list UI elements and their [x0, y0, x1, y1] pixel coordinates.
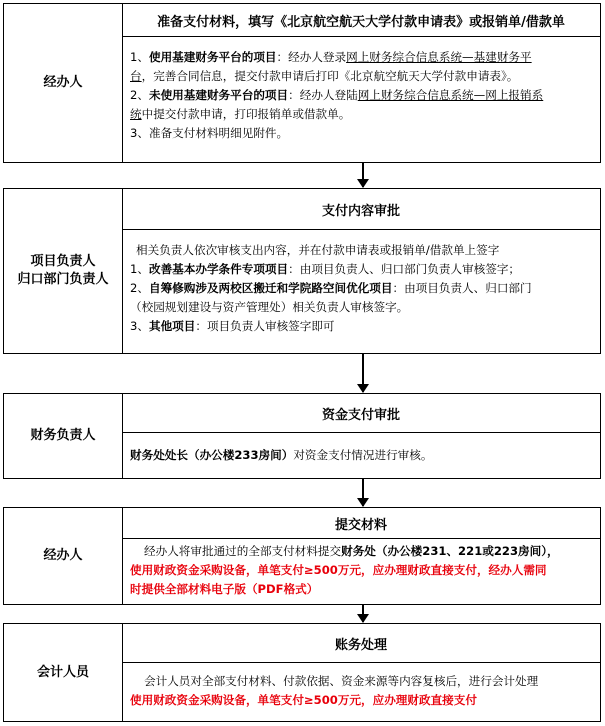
- step-fund-approval: [3, 393, 601, 479]
- step-title: 提交材料: [122, 508, 600, 539]
- role-handler: 经办人: [4, 4, 123, 162]
- step-body: [122, 48, 600, 162]
- flow-arrow: [362, 354, 364, 392]
- step-title: 资金支付审批: [122, 394, 600, 433]
- body-line: 3、准备支付材料明细见附件。: [130, 126, 289, 140]
- body-line: 2、自筹修购涉及两校区搬迁和学院路空间优化项目：由项目负责人、归口部门: [130, 281, 532, 295]
- step-body: [122, 241, 600, 353]
- step-accounting: [3, 623, 601, 722]
- body-line: 2、未使用基建财务平台的项目：经办人登陆网上财务综合信息系统—网上报销系: [130, 88, 544, 102]
- role-project-leaders: 项目负责人 归口部门负责人: [4, 189, 123, 353]
- body-line: 1、改善基本办学条件专项项目：由项目负责人、归口部门负责人审核签字；: [130, 262, 521, 276]
- step-prepare-materials: [3, 3, 601, 163]
- body-line: 统中提交付款申请，打印报销单或借款单。: [130, 107, 351, 121]
- step-submit-materials: [3, 507, 601, 605]
- body-line: （校园规划建设与资产管理处）相关负责人审核签字。: [130, 300, 409, 314]
- step-body: [122, 432, 600, 478]
- step-title: 支付内容审批: [122, 189, 600, 230]
- role-accountant: 会计人员: [4, 624, 123, 721]
- body-line: 台，完善合同信息，提交付款申请后打印《北京航空航天大学付款申请表》。: [130, 69, 519, 83]
- warning-line: 使用财政资金采购设备，单笔支付≥500万元，应办理财政直接支付，经办人需同: [130, 563, 547, 577]
- step-title: 准备支付材料，填写《北京航空航天大学付款申请表》或报销单/借款单: [122, 4, 600, 37]
- flow-arrow: [362, 605, 364, 622]
- step-body: [122, 542, 600, 604]
- system-link[interactable]: 网上财务综合信息系统—基建财务平: [346, 50, 532, 64]
- step-body: [122, 672, 600, 721]
- body-line: 相关负责人依次审核支出内容，并在付款申请表或报销单/借款单上签字: [136, 243, 500, 257]
- flow-arrow: [362, 479, 364, 506]
- flow-arrow: [362, 163, 364, 187]
- role-handler: 经办人: [4, 508, 123, 604]
- system-link[interactable]: 网上财务综合信息系统—网上报销系: [357, 88, 544, 102]
- warning-line: 使用财政资金采购设备，单笔支付≥500万元，应办理财政直接支付: [130, 693, 477, 707]
- body-line: 3、其他项目：项目负责人审核签字即可: [130, 319, 335, 333]
- body-line: 经办人将审批通过的全部支付材料提交财务处（办公楼231、221或223房间），: [144, 544, 559, 558]
- step-title: 账务处理: [122, 624, 600, 663]
- body-line: 财务处处长（办公楼233房间）对资金支付情况进行审核。: [130, 447, 433, 462]
- step-content-approval: [3, 188, 601, 354]
- warning-line: 时提供全部材料电子版（PDF格式）: [130, 582, 319, 596]
- body-line: 1、使用基建财务平台的项目：经办人登录网上财务综合信息系统—基建财务平: [130, 50, 532, 64]
- body-line: 会计人员对全部支付材料、付款依据、资金来源等内容复核后，进行会计处理: [144, 674, 539, 688]
- role-finance-leader: 财务负责人: [4, 394, 123, 478]
